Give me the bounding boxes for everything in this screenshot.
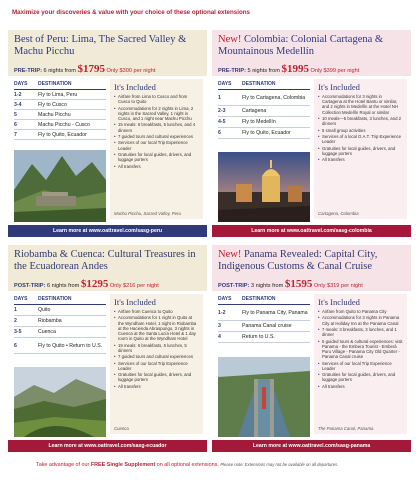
row-days: 2	[14, 318, 17, 324]
included-item: • All transfers	[114, 164, 199, 169]
photo-caption: Machu Picchu, Sacred Valley, Peru	[114, 211, 181, 216]
learn-more-link[interactable]: Learn more at www.oattravel.com/sasg-ecuador	[8, 440, 207, 452]
table-header	[14, 296, 106, 305]
included-title: It's Included	[114, 82, 156, 92]
row-days: 1	[218, 94, 221, 101]
table-row	[218, 305, 310, 321]
nights-text: 3 nights from	[250, 283, 284, 289]
col-days: DAYS	[14, 296, 28, 302]
table-row	[14, 110, 106, 120]
price-per-night: Only $300 per night	[106, 68, 156, 74]
included-item: • 10 meals—5 breakfasts, 3 lunches, and 2 dinners	[318, 116, 403, 126]
included-item: • Airfare from Cuenca to Quito	[114, 309, 199, 314]
row-destination: Fly to Quito, Ecuador	[242, 130, 291, 136]
trip-type-label: PRE-TRIP:	[14, 68, 42, 74]
row-days: 6	[218, 130, 221, 136]
col-destination: DESTINATION	[242, 81, 276, 87]
included-box	[110, 294, 203, 434]
table-row	[14, 305, 106, 316]
table-row	[14, 316, 106, 327]
table-row	[14, 130, 106, 140]
card-title: Best of Peru: Lima, The Sacred Valley & Machu Picchu	[14, 34, 187, 57]
included-item: • Accommodations for 2 nights in Lima, 2 nights in the Sacred Valley, 1 night in Cusco, and 1 night near Machu Picchu	[114, 106, 199, 122]
price-line	[218, 278, 363, 290]
row-destination: Fly to Cusco	[38, 101, 67, 108]
table-row	[218, 106, 310, 117]
note-text-2: on all optional extensions.	[156, 462, 219, 468]
included-title: It's Included	[318, 82, 360, 92]
included-item: • Accommodations for 1 night in Quito at the Wyndham Hotel, 1 night in Riobamba at the Hacienda Abraspungo, 3 nights in Cuenca at the Santa Lucía Hotel & 1 day room in Quito at the Wyndham Hotel	[114, 315, 199, 341]
row-destination: Panama Canal cruise	[242, 323, 292, 329]
row-days: 2-3	[218, 108, 226, 114]
row-destination: Fly to Quito, Ecuador	[38, 131, 87, 138]
photo-caption: Cartagena, Colombia	[318, 211, 359, 216]
col-days: DAYS	[14, 81, 28, 87]
row-destination: Fly to Quito • Return to U.S.	[38, 342, 103, 349]
row-destination: Fly to Medellín	[242, 119, 276, 125]
card-header	[212, 245, 411, 291]
cartagena-photo	[218, 152, 310, 222]
included-item: • All transfers	[318, 157, 403, 162]
table-row	[218, 117, 310, 128]
itinerary-table	[218, 81, 310, 139]
price-value: $1595	[284, 278, 313, 290]
price-per-night: Only $399 per night	[310, 68, 360, 74]
itinerary-table	[14, 296, 106, 354]
card-header	[8, 245, 207, 291]
included-item: • Accommodations for 3 nights in Panama City at Holiday Inn at the Panama Canal	[318, 315, 403, 325]
included-item: • Services of our local Trip Experience Leader	[318, 361, 403, 371]
itinerary-table	[218, 296, 310, 343]
andes-photo	[14, 367, 106, 437]
price-value: $1295	[80, 278, 109, 290]
table-header	[14, 81, 106, 90]
trip-type-label: PRE-TRIP:	[218, 68, 246, 74]
table-header	[218, 296, 310, 305]
row-days: 1	[14, 307, 17, 313]
row-days: 6	[14, 121, 17, 128]
row-destination: Machu Picchu - Cusco	[38, 121, 90, 128]
included-item: • 5 small group activities	[318, 128, 403, 133]
included-item: • Gratuities for local guides, drivers, and luggage porters	[318, 372, 403, 382]
price-per-night: Only $216 per night	[109, 283, 159, 289]
included-item: • 15 meals: 6 breakfasts, 5 lunches, and 4 dinners	[114, 122, 199, 132]
table-row	[14, 100, 106, 110]
table-row	[218, 128, 310, 139]
table-row	[218, 90, 310, 106]
row-destination: Return to U.S.	[242, 334, 275, 340]
included-item: • Airfare from Lima to Cusco and from Cusco to Quito	[114, 94, 199, 104]
learn-more-link[interactable]: Learn more at www.oattravel.com/sasg-peru	[8, 225, 207, 237]
card-header	[212, 30, 411, 76]
included-item: • Services of a local O.A.T. Trip Experience Leader	[318, 134, 403, 144]
table-row	[14, 338, 106, 354]
row-days: 7	[14, 131, 17, 138]
price-per-night: Only $319 per night	[313, 283, 363, 289]
included-item: • Airfare from Quito to Panama City	[318, 309, 403, 314]
price-line	[14, 278, 159, 290]
nights-text: 6 nights from	[43, 68, 76, 74]
price-line	[218, 63, 359, 75]
row-days: 3-4	[14, 101, 22, 108]
included-item: • Gratuities for local guides, drivers, and luggage porters	[114, 372, 199, 382]
included-item: • Gratuities for local guides, drivers, and luggage porters	[114, 152, 199, 162]
photo-caption: Cuenca	[114, 426, 129, 431]
included-box	[314, 294, 407, 434]
new-badge: New!	[218, 34, 242, 45]
extension-card-peru	[8, 30, 207, 237]
row-destination: Quito	[38, 307, 51, 313]
banner-text: Maximize your discoveries & value with your choice of these optional extensions	[12, 9, 250, 16]
included-item: • Services of our local Trip Experience Leader	[114, 361, 199, 371]
price-value: $1795	[77, 63, 105, 75]
card-title: Riobamba & Cuenca: Cultural Treasures in the Ecuadorean Andes	[14, 249, 196, 272]
row-destination: Cuenca	[38, 329, 56, 335]
included-title: It's Included	[114, 297, 156, 307]
included-box	[110, 79, 203, 219]
col-destination: DESTINATION	[242, 296, 276, 302]
table-header	[218, 81, 310, 90]
included-item: • All transfers	[318, 384, 403, 389]
note-text: Take advantage of our	[36, 462, 90, 468]
note-disclaimer: Please note: Extensions may not be available on all departures.	[220, 462, 339, 467]
learn-more-link[interactable]: Learn more at www.oattravel.com/sasg-panama	[212, 440, 411, 452]
row-destination: Riobamba	[38, 318, 62, 324]
table-row	[218, 332, 310, 343]
trip-type-label: POST-TRIP:	[218, 283, 250, 289]
top-banner	[0, 0, 420, 23]
single-supplement-note	[36, 462, 338, 468]
table-row	[218, 321, 310, 332]
nights-text: 5 nights from	[247, 68, 280, 74]
col-days: DAYS	[218, 296, 232, 302]
extension-card-ecuador	[8, 245, 207, 452]
photo-caption: The Panama Canal, Panama	[318, 426, 374, 431]
included-item: • 7 guided tours and cultural experiences	[114, 134, 199, 139]
note-bold: FREE Single Supplement	[90, 462, 156, 468]
row-days: 3	[218, 323, 221, 329]
row-days: 6	[14, 342, 17, 349]
machu-picchu-photo	[14, 150, 106, 222]
price-value: $1995	[281, 63, 309, 75]
included-item: • Gratuities for local guides, drivers, and luggage porters	[318, 146, 403, 156]
table-row	[14, 90, 106, 100]
row-days: 1-2	[14, 91, 22, 98]
row-days: 3-5	[14, 329, 22, 335]
nights-text: 6 nights from	[46, 283, 80, 289]
new-badge: New!	[218, 249, 242, 260]
row-days: 4	[218, 334, 221, 340]
col-destination: DESTINATION	[38, 296, 72, 302]
card-title: New! Colombia: Colonial Cartagena & Mountainous Medellín	[218, 34, 384, 57]
card-header	[8, 30, 207, 76]
table-row	[14, 120, 106, 130]
row-days: 5	[14, 111, 17, 118]
row-destination: Machu Picchu	[38, 111, 71, 118]
col-destination: DESTINATION	[38, 81, 72, 87]
row-destination: Cartagena	[242, 108, 267, 114]
included-item: • Services of our local Trip Experience Leader	[114, 140, 199, 150]
trip-type-label: POST-TRIP:	[14, 283, 46, 289]
extension-card-panama	[212, 245, 411, 452]
row-days: 4-5	[218, 119, 226, 125]
row-destination: Fly to Lima, Peru	[38, 91, 78, 98]
price-line	[14, 63, 155, 75]
col-days: DAYS	[218, 81, 232, 87]
included-box	[314, 79, 407, 219]
extension-card-colombia	[212, 30, 411, 237]
table-row	[14, 327, 106, 338]
itinerary-table	[14, 81, 106, 140]
included-item: • 19 meals: 6 breakfasts, 5 lunches, 5 dinners	[114, 343, 199, 353]
included-item: • Accommodations for 3 nights in Cartagena at the Hotel Bantu or similar, and 2 nights in Medellín at the Hotel NH Collection Medellín Royal or similar	[318, 94, 403, 115]
card-title: New! Panama Revealed: Capital City, Indigenous Customs & Canal Cruise	[218, 249, 378, 272]
row-days: 1-2	[218, 309, 226, 316]
row-destination: Fly to Panama City, Panama	[242, 309, 308, 316]
learn-more-link[interactable]: Learn more at www.oattravel.com/sasg-colombia	[212, 225, 411, 237]
panama-canal-photo	[218, 357, 310, 437]
row-destination: Fly to Cartagena, Colombia	[242, 94, 306, 101]
included-item: • All transfers	[114, 384, 199, 389]
included-item: • 7 meals: 3 breakfasts, 3 lunches, and 1 dinner	[318, 327, 403, 337]
included-item: • 5 guided tours & cultural experiences: visit Panama - the Embera Tourist - Emberá Puru Village - Panama City Old Quarter - Panama Canal cruise	[318, 339, 403, 360]
included-title: It's Included	[318, 297, 360, 307]
included-item: • 7 guided tours and cultural experiences	[114, 354, 199, 359]
